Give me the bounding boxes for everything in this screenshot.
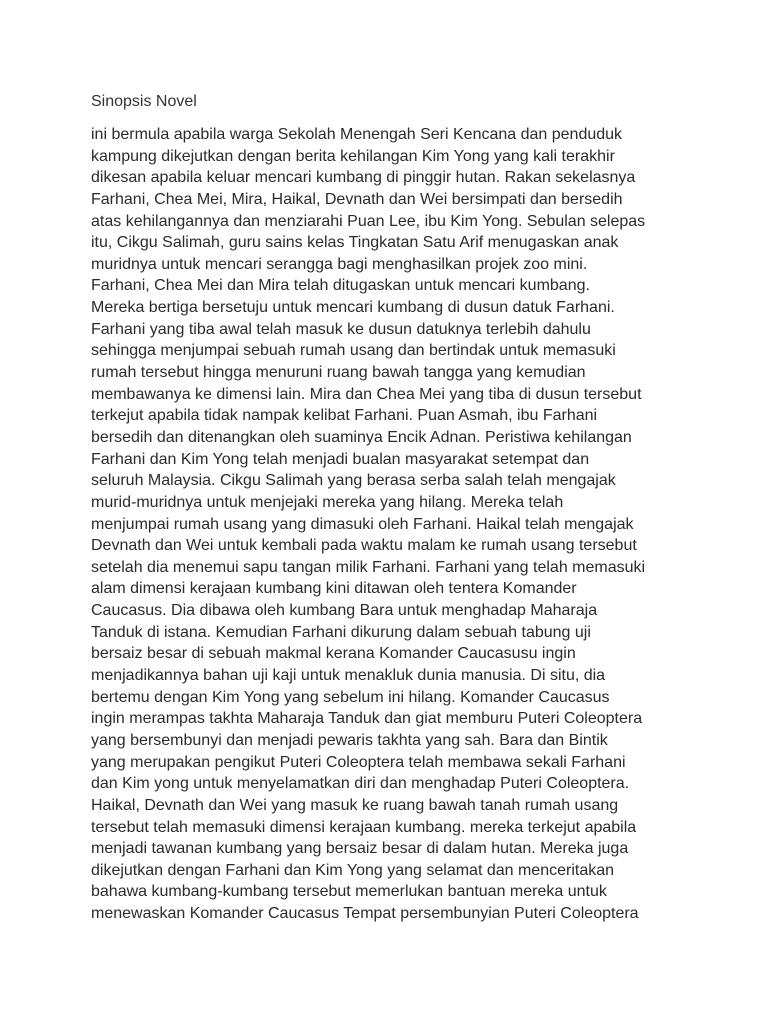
body-line: terkejut apabila tidak nampak kelibat Farhani. Puan Asmah, ibu Farhani xyxy=(91,407,598,425)
document-title: Sinopsis Novel xyxy=(91,93,197,110)
body-line: Farhani dan Kim Yong telah menjadi bualan masyarakat setempat dan xyxy=(91,450,590,468)
body-line: membawanya ke dimensi lain. Mira dan Chea Mei yang tiba di dusun tersebut xyxy=(91,385,642,403)
body-line: Caucasus. Dia dibawa oleh kumbang Bara untuk menghadap Maharaja xyxy=(91,602,598,620)
body-line: Tanduk di istana. Kemudian Farhani dikurung dalam sebuah tabung uji xyxy=(91,623,591,641)
body-line: menjadikannya bahan uji kaji untuk menakluk dunia manusia. Di situ, dia xyxy=(91,667,606,685)
body-line: bahawa kumbang-kumbang tersebut memerlukan bantuan mereka untuk xyxy=(91,883,607,901)
body-line: menjumpai rumah usang yang dimasuki oleh Farhani. Haikal telah mengajak xyxy=(91,515,634,533)
body-line: yang merupakan pengikut Puteri Coleoptera telah membawa sekali Farhani xyxy=(91,753,626,771)
body-line: atas kehilangannya dan menziarahi Puan Lee, ibu Kim Yong. Sebulan selepas xyxy=(91,212,646,230)
body-line: seluruh Malaysia. Cikgu Salimah yang berasa serba salah telah mengajak xyxy=(91,472,616,490)
body-line: bertemu dengan Kim Yong yang sebelum ini hilang. Komander Caucasus xyxy=(91,688,610,706)
body-line: Mereka bertiga bersetuju untuk mencari kumbang di dusun datuk Farhani. xyxy=(91,299,615,317)
body-line: setelah dia menemui sapu tangan milik Farhani. Farhani yang telah memasuki xyxy=(91,558,646,576)
body-line: muridnya untuk mencari serangga bagi menghasilkan projek zoo mini. xyxy=(91,255,588,273)
body-line: menjadi tawanan kumbang yang bersaiz besar di dalam hutan. Mereka juga xyxy=(91,840,629,858)
body-line: ingin merampas takhta Maharaja Tanduk dan giat memburu Puteri Coleoptera xyxy=(91,710,643,728)
body-line: Farhani yang tiba awal telah masuk ke dusun datuknya terlebih dahulu xyxy=(91,320,591,338)
body-line: sehingga menjumpai sebuah rumah usang dan bertindak untuk memasuki xyxy=(91,342,616,360)
body-line: bersedih dan ditenangkan oleh suaminya Encik Adnan. Peristiwa kehilangan xyxy=(91,428,632,446)
body-line: bersaiz besar di sebuah makmal kerana Komander Caucasusu ingin xyxy=(91,645,576,663)
document-body xyxy=(91,124,691,925)
body-line: Devnath dan Wei untuk kembali pada waktu malam ke rumah usang tersebut xyxy=(91,537,637,555)
body-line: Farhani, Chea Mei dan Mira telah ditugaskan untuk mencari kumbang. xyxy=(91,277,590,295)
body-line: itu, Cikgu Salimah, guru sains kelas Tingkatan Satu Arif menugaskan anak xyxy=(91,234,619,252)
body-line: alam dimensi kerajaan kumbang kini ditawan oleh tentera Komander xyxy=(91,580,577,598)
body-line: dikejutkan dengan Farhani dan Kim Yong yang selamat dan menceritakan xyxy=(91,861,615,879)
body-line: Haikal, Devnath dan Wei yang masuk ke ruang bawah tanah rumah usang xyxy=(91,796,619,814)
body-line: murid-muridnya untuk menjejaki mereka yang hilang. Mereka telah xyxy=(91,493,564,511)
body-line: rumah tersebut hingga menuruni ruang bawah tangga yang kemudian xyxy=(91,364,586,382)
body-line: kampung dikejutkan dengan berita kehilangan Kim Yong yang kali terakhir xyxy=(91,147,615,165)
body-line: menewaskan Komander Caucasus Tempat persembunyian Puteri Coleoptera xyxy=(91,905,639,923)
body-line: dan Kim yong untuk menyelamatkan diri dan menghadap Puteri Coleoptera. xyxy=(91,775,630,793)
body-line: Farhani, Chea Mei, Mira, Haikal, Devnath dan Wei bersimpati dan bersedih xyxy=(91,190,623,208)
body-line: dikesan apabila keluar mencari kumbang di pinggir hutan. Rakan sekelasnya xyxy=(91,169,636,187)
body-line: tersebut telah memasuki dimensi kerajaan kumbang. mereka terkejut apabila xyxy=(91,818,637,836)
body-line: yang bersembunyi dan menjadi pewaris takhta yang sah. Bara dan Bintik xyxy=(91,731,608,749)
body-line: ini bermula apabila warga Sekolah Menengah Seri Kencana dan penduduk xyxy=(91,126,623,143)
